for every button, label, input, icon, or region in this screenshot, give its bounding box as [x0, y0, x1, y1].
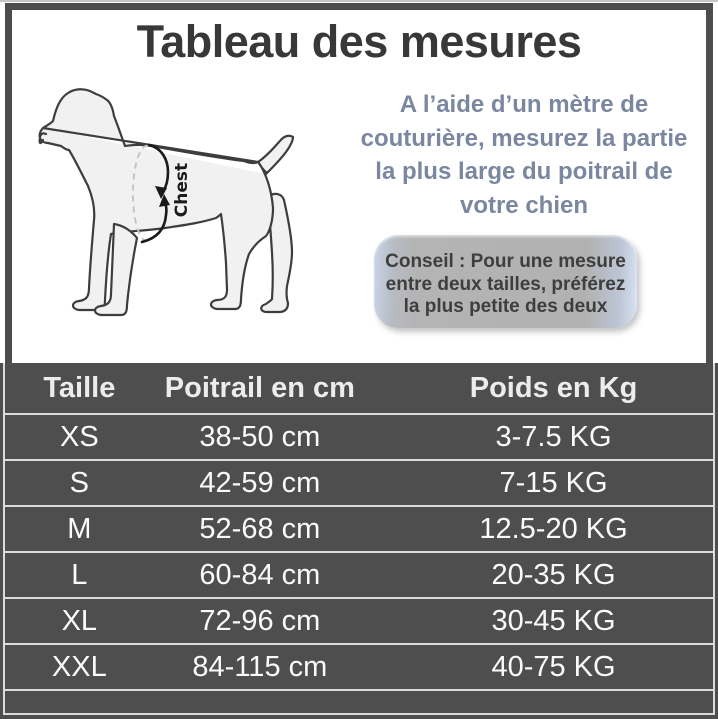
instruction-line: A l’aide d’un mètre de	[399, 91, 649, 118]
table-row	[5, 413, 713, 459]
tip-line: la plus petite des deux	[403, 296, 608, 317]
weight-cell: 20-35 KG	[491, 558, 616, 591]
tip-line: Conseil : Pour une mesure	[385, 251, 626, 272]
tip-line: entre deux tailles, préférez	[385, 273, 626, 295]
table-bottom-strip	[5, 689, 713, 713]
table-row	[5, 459, 713, 505]
chest-cell: 72-96 cm	[199, 604, 321, 637]
measuring-instructions	[336, 88, 712, 222]
column-header-chest: Poitrail en cm	[164, 371, 355, 404]
size-cell: XS	[59, 420, 99, 453]
tip-box	[374, 235, 637, 328]
size-table	[0, 363, 718, 719]
dog-diagram-svg	[30, 88, 330, 328]
size-cell: M	[67, 512, 92, 545]
weight-cell: 7-15 KG	[499, 466, 608, 499]
instruction-line: votre chien	[459, 191, 589, 219]
chest-cell: 60-84 cm	[199, 558, 321, 591]
size-cell: S	[69, 466, 89, 499]
chest-cell: 38-50 cm	[199, 420, 321, 453]
table-row	[5, 597, 713, 643]
size-cell: L	[71, 558, 88, 591]
column-header-size: Taille	[43, 371, 116, 404]
size-table-inner	[3, 363, 715, 715]
page-title: Tableau des mesures	[136, 16, 582, 67]
weight-cell: 3-7.5 KG	[495, 420, 612, 453]
weight-cell: 12.5-20 KG	[479, 512, 628, 545]
size-cell: XL	[61, 604, 98, 637]
table-header-row	[5, 363, 713, 413]
table-row	[5, 551, 713, 597]
table-row	[5, 643, 713, 689]
size-cell: XXL	[51, 650, 107, 683]
weight-cell: 30-45 KG	[491, 604, 616, 637]
weight-cell: 40-75 KG	[491, 650, 616, 683]
chest-cell: 84-115 cm	[192, 650, 328, 683]
chest-cell: 52-68 cm	[199, 512, 321, 545]
dog-measurement-diagram	[30, 88, 330, 328]
column-header-weight: Poids en Kg	[469, 371, 638, 404]
chest-cell: 42-59 cm	[199, 466, 321, 499]
instruction-line: couturière, mesurez la partie	[360, 124, 688, 152]
chest-label: Chest	[172, 162, 192, 218]
table-row	[5, 505, 713, 551]
instruction-line: la plus large du poitrail de	[375, 158, 673, 185]
top-hairline	[0, 0, 718, 2]
